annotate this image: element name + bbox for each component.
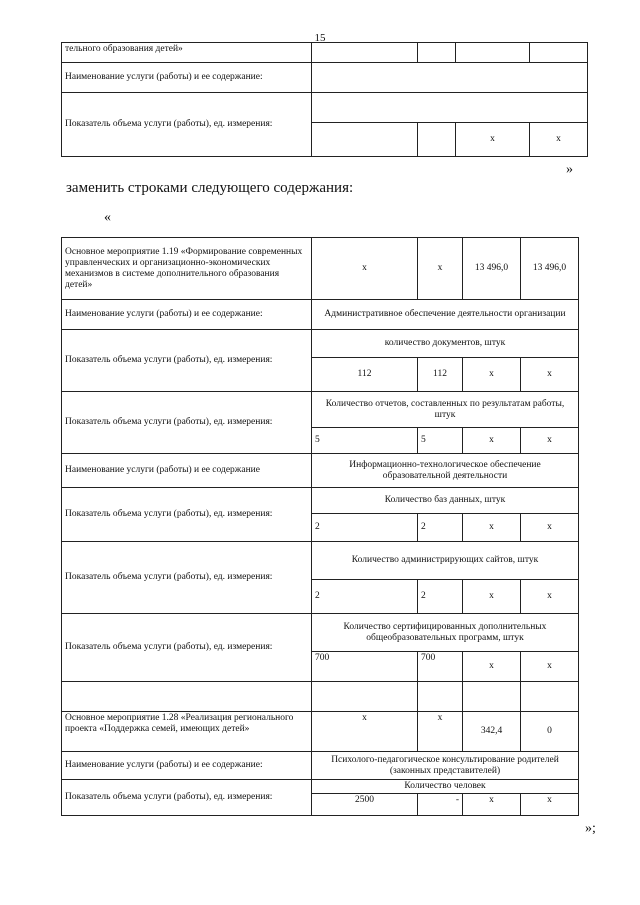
service-value: Психолого-педагогическое консультирование родителей (законных представителей) [312, 752, 579, 780]
service-label: Наименование услуги (работы) и ее содержание [62, 454, 312, 488]
indicator-label: Показатель объема услуги (работы), ед. измерения: [62, 780, 312, 816]
cell: 2 [312, 580, 418, 614]
cell: х [463, 514, 521, 542]
cell: 13 496,0 [521, 238, 579, 300]
cell: х [418, 238, 463, 300]
cell: 13 496,0 [463, 238, 521, 300]
indicator-label: Показатель объема услуги (работы), ед. измерения: [62, 542, 312, 614]
cell: 700 [418, 652, 463, 682]
cell: 5 [312, 428, 418, 454]
cell: х [456, 123, 530, 157]
cell [62, 682, 312, 712]
table-row [62, 488, 579, 514]
service-label: Наименование услуги (работы) и ее содержание: [62, 300, 312, 330]
cell: х [463, 652, 521, 682]
cell [418, 682, 463, 712]
cell: х [521, 794, 579, 816]
page-number: 15 [314, 32, 326, 44]
service-value: Информационно-технологическое обеспечение образовательной деятельности [312, 454, 579, 488]
indicator-unit: Количество сертифицированных дополнительных общеобразовательных программ, штук [312, 614, 579, 652]
cell [418, 43, 456, 63]
cell: 5 [418, 428, 463, 454]
cell [521, 682, 579, 712]
table-row [62, 614, 579, 652]
table-row [62, 752, 579, 780]
indicator-unit: Количество баз данных, штук [312, 488, 579, 514]
closing-quote-semicolon: »; [585, 821, 596, 836]
cell: 2 [312, 514, 418, 542]
service-value [312, 63, 588, 93]
cell [418, 123, 456, 157]
row-label: Показатель объема услуги (работы), ед. измерения: [62, 93, 312, 157]
cell: 112 [312, 358, 418, 392]
table-row [62, 93, 588, 123]
cell [312, 682, 418, 712]
indicator-label: Показатель объема услуги (работы), ед. измерения: [62, 614, 312, 682]
indicator-unit [312, 93, 588, 123]
cell: 0 [521, 712, 579, 752]
table-row-empty [62, 682, 579, 712]
cell: 2 [418, 580, 463, 614]
indicator-label: Показатель объема услуги (работы), ед. измерения: [62, 488, 312, 542]
indicator-unit: Количество отчетов, составленных по результатам работы, штук [312, 392, 579, 428]
indicator-unit: количество документов, штук [312, 330, 579, 358]
instruction-heading: заменить строками следующего содержания: [66, 180, 354, 196]
indicator-unit: Количество человек [312, 780, 579, 794]
cell: х [312, 712, 418, 752]
table-row-event-1-19 [62, 238, 579, 300]
cell: х [521, 428, 579, 454]
row-label: Наименование услуги (работы) и ее содержание: [62, 63, 312, 93]
cell: 112 [418, 358, 463, 392]
cell: х [463, 428, 521, 454]
cell: х [521, 580, 579, 614]
indicator-label: Показатель объема услуги (работы), ед. измерения: [62, 392, 312, 454]
cell: - [418, 794, 463, 816]
cell: х [463, 794, 521, 816]
table-row [62, 300, 579, 330]
event-label: Основное мероприятие 1.28 «Реализация регионального проекта «Поддержка семей, имеющих детей» [62, 712, 312, 752]
table-row [62, 392, 579, 428]
event-label: Основное мероприятие 1.19 «Формирование современных управленческих и организационно-экономических механизмов в системе дополнительного образования детей» [62, 238, 312, 300]
cell: х [521, 652, 579, 682]
cell [530, 43, 588, 63]
cell: х [463, 580, 521, 614]
cell: х [521, 514, 579, 542]
indicator-label: Показатель объема услуги (работы), ед. измерения: [62, 330, 312, 392]
table-row [62, 542, 579, 580]
replacement-table [61, 237, 579, 816]
table-row [62, 63, 588, 93]
table-row [62, 330, 579, 358]
cell [312, 123, 418, 157]
indicator-unit: Количество администрирующих сайтов, штук [312, 542, 579, 580]
service-value: Административное обеспечение деятельности организации [312, 300, 579, 330]
cell: 342,4 [463, 712, 521, 752]
cell: х [530, 123, 588, 157]
cell: х [312, 238, 418, 300]
closing-quote: » [566, 162, 573, 177]
cell [456, 43, 530, 63]
cell: 2500 [312, 794, 418, 816]
cell: 2 [418, 514, 463, 542]
table-row [62, 43, 588, 63]
cell: х [418, 712, 463, 752]
table-row [62, 780, 579, 794]
service-label: Наименование услуги (работы) и ее содержание: [62, 752, 312, 780]
top-table-fragment [61, 42, 588, 157]
row-label: тельного образования детей» [62, 43, 312, 63]
cell: х [521, 358, 579, 392]
table-row-event-1-28 [62, 712, 579, 752]
cell: 700 [312, 652, 418, 682]
cell [463, 682, 521, 712]
opening-quote: « [104, 210, 111, 225]
cell: х [463, 358, 521, 392]
table-row [62, 454, 579, 488]
cell [312, 43, 418, 63]
